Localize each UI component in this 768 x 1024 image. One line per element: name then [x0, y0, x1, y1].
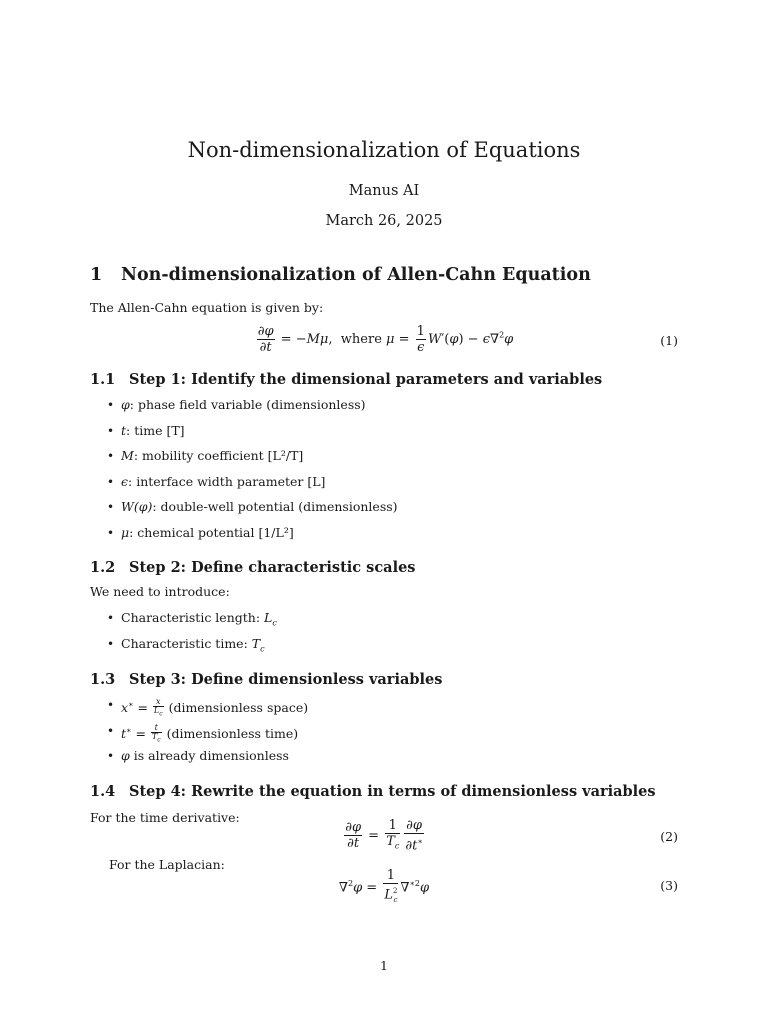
- subsection-heading-1-4: 1.4 Step 4: Rewrite the equation in terms of dimensionless variables: [90, 783, 656, 800]
- variables-list: [107, 695, 308, 772]
- list-item: • t∗ = $\frac{t}{T_c}$ (dimensionless time): [107, 721, 308, 747]
- list-item: • ϵ: interface width parameter [L]: [107, 472, 398, 498]
- equation-2-number: (2): [660, 829, 678, 844]
- equation-2: [0, 818, 768, 854]
- time-derivative-intro: For the time derivative:: [90, 810, 240, 825]
- list-item: • Characteristic time: $T_c$: [107, 634, 277, 660]
- where-text: where: [340, 332, 382, 347]
- list-item: • t: time [T]: [107, 421, 398, 447]
- subsection-heading-1-2: 1.2 Step 2: Define characteristic scales: [90, 559, 416, 576]
- equation-1-body: $\frac{\partial\varphi}{\partial t}$ = −Mμ, where μ = $\frac{1}{\epsilon}$ W′(φ) − ϵ∇$^2$φ: [257, 324, 514, 355]
- equation-1: [0, 324, 768, 360]
- date: March 26, 2025: [325, 213, 443, 229]
- section-heading-1: [90, 265, 591, 285]
- equation-3-body: ∇$^2$φ = $\frac{1}{L^2_c}$ ∇$^{∗2}$φ: [338, 868, 430, 904]
- list-item: • φ: phase field variable (dimensionless): [107, 395, 398, 421]
- list-item: • μ: chemical potential [1/L²]: [107, 523, 398, 549]
- intro-paragraph: The Allen-Cahn equation is given by:: [90, 300, 324, 315]
- page-number: 1: [380, 958, 388, 973]
- equation-2-body: $\frac{\partial\varphi}{\partial t}$ = $\frac{1}{T_c}$ $\frac{\partial\varphi}{\partial t^∗}$: [345, 818, 423, 854]
- list-item: • φ is already dimensionless: [107, 746, 308, 772]
- list-item: • W(φ): double-well potential (dimensionless): [107, 497, 398, 523]
- scales-list: [107, 608, 277, 659]
- laplacian-intro: For the Laplacian:: [109, 857, 225, 872]
- parameter-list: [107, 395, 398, 549]
- subsection-heading-1-1: 1.1 Step 1: Identify the dimensional parameters and variables: [90, 371, 603, 388]
- list-item: • Characteristic length: $L_c$: [107, 608, 277, 634]
- list-item: • M: mobility coefficient [L²/T]: [107, 446, 398, 472]
- equation-3-number: (3): [660, 878, 678, 893]
- equation-3: [0, 868, 768, 906]
- list-item: • x∗ = $\frac{x}{L_c}$ (dimensionless space): [107, 695, 308, 721]
- equation-1-number: (1): [660, 333, 678, 348]
- author: Manus AI: [348, 183, 420, 199]
- paper-title: Non-dimensionalization of Equations: [187, 138, 581, 162]
- section-title: Non-dimensionalization of Allen-Cahn Equation: [121, 265, 591, 285]
- subsection-heading-1-3: 1.3 Step 3: Define dimensionless variables: [90, 671, 443, 688]
- scales-intro: We need to introduce:: [90, 584, 230, 599]
- section-number: 1: [90, 265, 103, 285]
